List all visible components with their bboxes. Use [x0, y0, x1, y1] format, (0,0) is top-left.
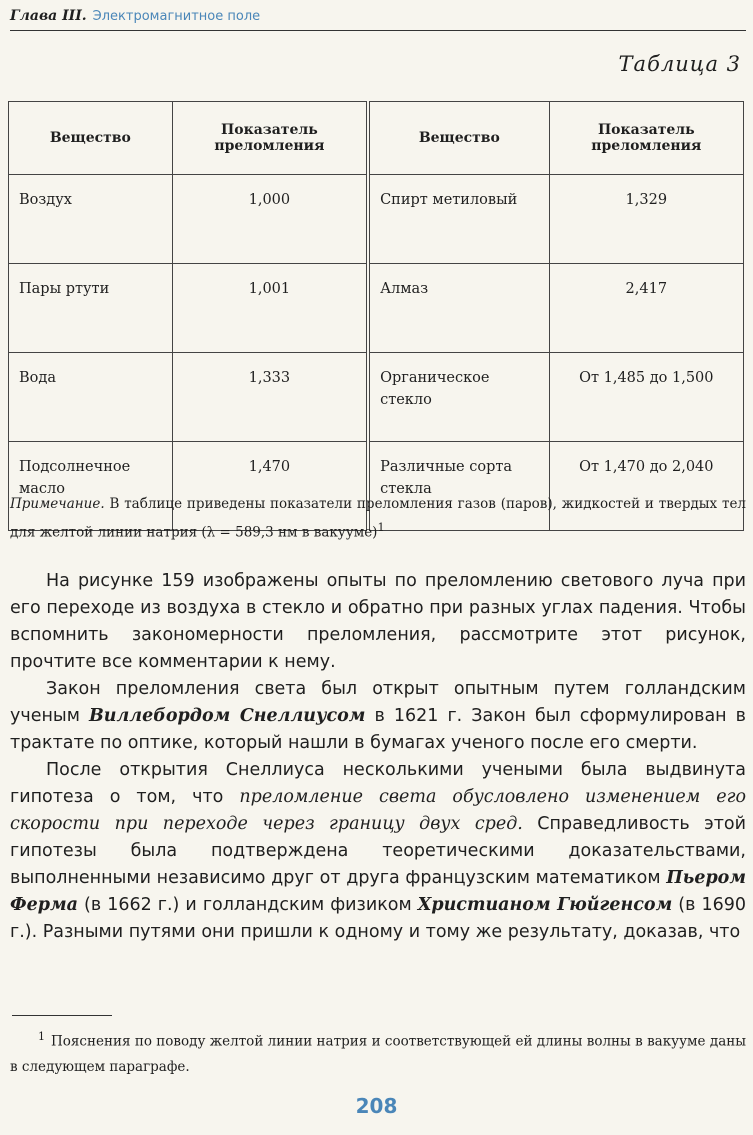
paragraph — [10, 757, 746, 946]
column-header: Показатель преломления — [172, 102, 368, 175]
index-cell: 1,329 — [549, 175, 743, 264]
index-cell: 1,001 — [172, 264, 368, 353]
substance-cell: Спирт метиловый — [368, 175, 549, 264]
body-text — [10, 568, 746, 946]
substance-cell: Воздух — [9, 175, 173, 264]
index-cell: От 1,470 до 2,040 — [549, 442, 743, 531]
text-run: Справедливость этой гипотезы была подтверждена теоретическими доказательствами, выполненными независимо друг от друга французским математиком — [10, 814, 746, 888]
index-cell: 1,470 — [172, 442, 368, 531]
table-row — [9, 175, 744, 264]
running-header — [10, 8, 746, 31]
note-text: В таблице приведены показатели преломления газов (паров), жидкостей и твердых тел для желтой линии натрия (λ = 589,3 нм в вакууме) — [10, 496, 747, 541]
page-number: 208 — [355, 1094, 398, 1118]
column-header: Показатель преломления — [549, 102, 743, 175]
substance-cell: Органическое стекло — [368, 353, 549, 442]
index-cell: От 1,485 до 1,500 — [549, 353, 743, 442]
footnote-text: Пояснения по поводу желтой линии натрия и соответствующей ей длины волны в вакууме даны в следующем параграфе. — [10, 1033, 746, 1075]
table-note — [10, 493, 746, 545]
note-label: Примечание. — [10, 496, 105, 512]
text-run: (в 1662 г.) и голландским физиком — [77, 895, 418, 915]
table-caption: Таблица 3 — [618, 52, 741, 76]
index-cell: 1,000 — [172, 175, 368, 264]
index-cell: 1,333 — [172, 353, 368, 442]
person-name: Пьером Ферма — [10, 868, 746, 915]
text-run: в 1621 г. Закон был сформулирован в трактате по оптике, который нашли в бумагах ученого после его смерти. — [10, 706, 746, 753]
text-run: После открытия Снеллиуса несколькими учеными была выдвинута гипотеза о том, что — [10, 760, 746, 807]
text-run: (в 1690 г.). Разными путями они пришли к одному и тому же результату, доказав, что — [10, 895, 746, 942]
footnote — [10, 1024, 746, 1080]
chapter-label: Глава III. — [10, 8, 87, 24]
refractive-index-table — [8, 101, 744, 531]
person-name: Виллебордом Снеллиусом — [88, 706, 366, 726]
substance-cell: Пары ртути — [9, 264, 173, 353]
text-run: Закон преломления света был открыт опытным путем голландским ученым — [10, 679, 746, 726]
hypothesis-text: преломление света обусловлено изменением его скорости при переходе через границу двух сред. — [10, 787, 746, 834]
column-header: Вещество — [368, 102, 549, 175]
note-footnote-mark: 1 — [377, 521, 385, 534]
substance-cell: Алмаз — [368, 264, 549, 353]
table-row — [9, 353, 744, 442]
column-header: Вещество — [9, 102, 173, 175]
substance-cell: Вода — [9, 353, 173, 442]
footnote-mark: 1 — [38, 1030, 45, 1043]
person-name: Христианом Гюйгенсом — [417, 895, 673, 915]
table-header-row — [9, 102, 744, 175]
paragraph: На рисунке 159 изображены опыты по преломлению светового луча при его переходе из воздуха в стекло и обратно при разных углах падения. Чтобы вспомнить закономерности преломления, рассмотрите этот рисунок, прочтите все комментарии к нему. — [10, 571, 746, 672]
substance-cell: Различные сорта стекла — [368, 442, 549, 531]
paragraph — [10, 676, 746, 757]
footnote-divider — [12, 1015, 112, 1016]
table-row — [9, 264, 744, 353]
substance-cell: Подсолнечное масло — [9, 442, 173, 531]
index-cell: 2,417 — [549, 264, 743, 353]
section-title: Электромагнитное поле — [92, 9, 261, 24]
